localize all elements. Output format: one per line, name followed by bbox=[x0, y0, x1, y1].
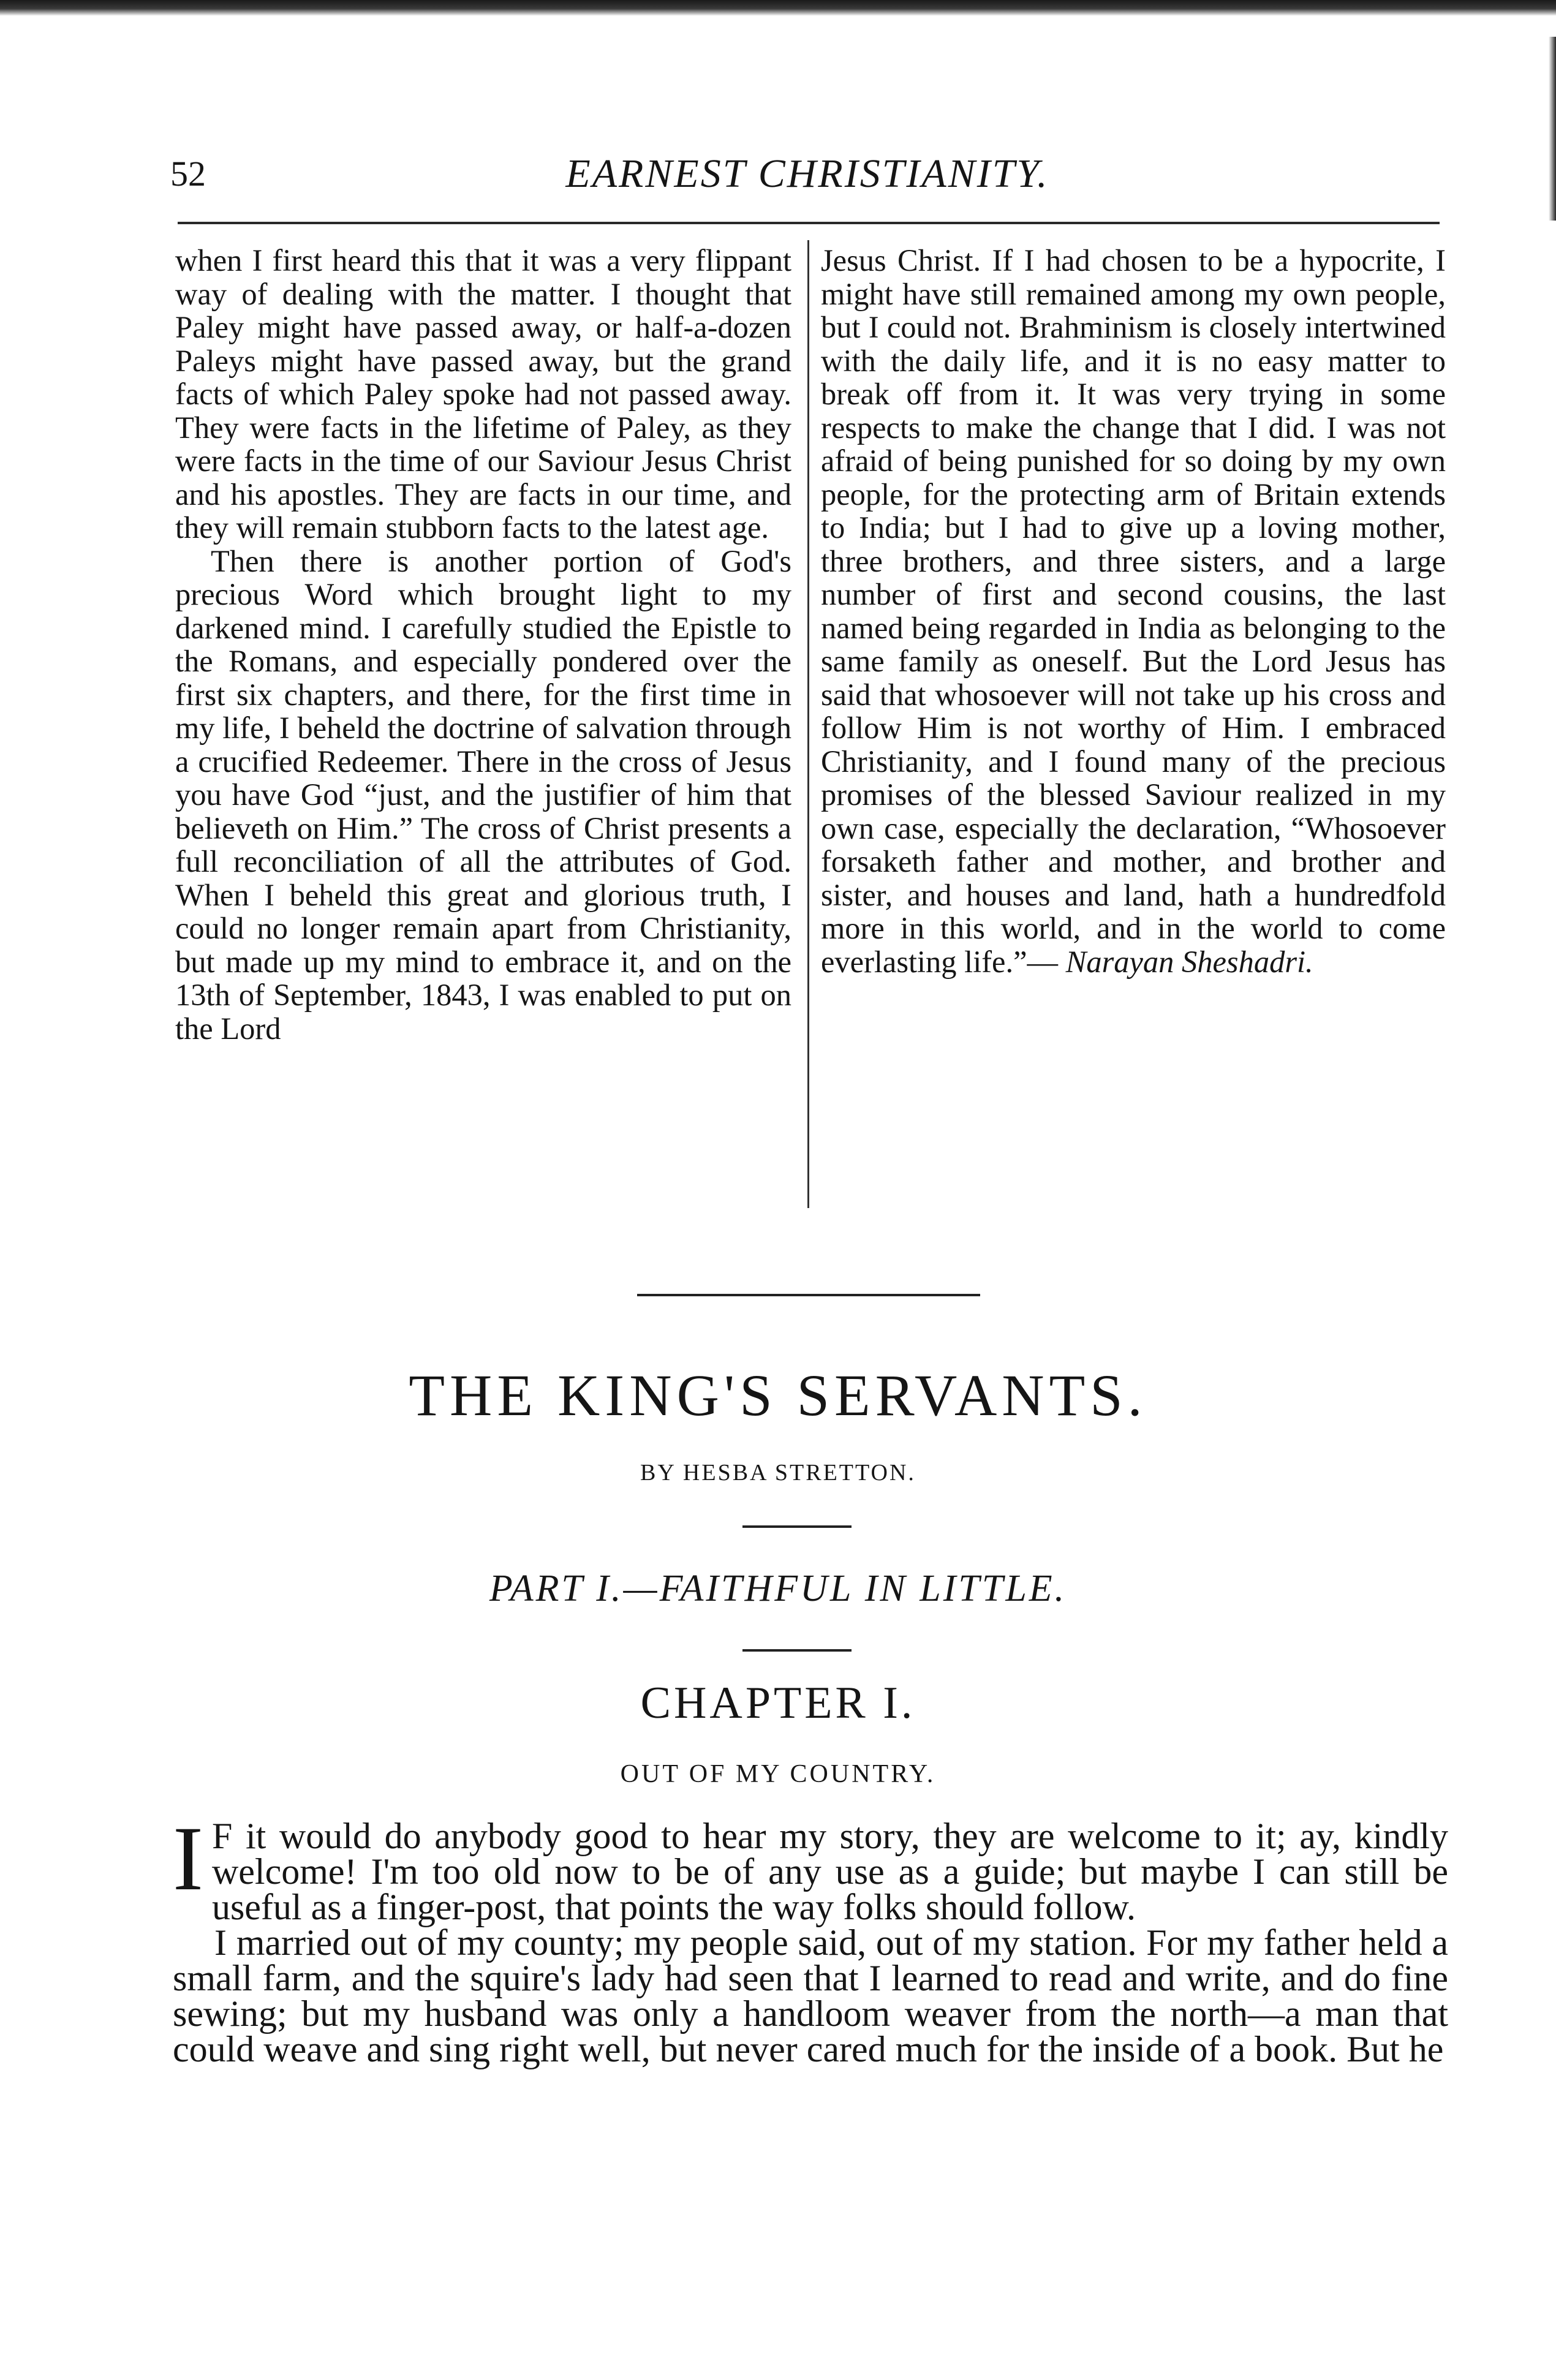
article-title: THE KING'S SERVANTS. bbox=[409, 1362, 1147, 1428]
running-head bbox=[170, 142, 1445, 197]
author-signature: Narayan Sheshadri. bbox=[1065, 944, 1313, 979]
byline: BY HESBA STRETTON. bbox=[640, 1460, 916, 1486]
header-rule bbox=[178, 222, 1440, 224]
right-paragraph bbox=[821, 244, 1446, 978]
story-paragraph-1 bbox=[173, 1808, 1448, 1927]
part-title: PART I.—FAITHFUL IN LITTLE. bbox=[489, 1568, 1067, 1609]
chapter-title: CHAPTER I. bbox=[640, 1678, 916, 1728]
scan-top-edge bbox=[0, 0, 1556, 16]
section-divider bbox=[637, 1294, 980, 1296]
column-divider bbox=[807, 240, 809, 1208]
short-rule-bottom bbox=[742, 1649, 852, 1652]
drop-cap: I bbox=[173, 1808, 203, 1910]
journal-title: EARNEST CHRISTIANITY. bbox=[565, 151, 1049, 196]
story-paragraph-1-text: F it would do anybody good to hear my story, they are welcome to it; ay, kindly welcome! I'm too old now to be of any use as a guide; but maybe I can still be useful as a finger-post, that points the way folks should follow. bbox=[211, 1816, 1448, 1927]
chapter-subtitle: OUT OF MY COUNTRY. bbox=[620, 1760, 936, 1788]
right-column bbox=[816, 244, 1446, 1249]
page-number: 52 bbox=[170, 154, 206, 194]
short-rule-top bbox=[742, 1525, 852, 1528]
scan-right-edge bbox=[1549, 37, 1556, 221]
left-column bbox=[175, 244, 800, 1249]
left-paragraph-2: Then there is another portion of God's precious Word which brought light to my darkened mind. I carefully studied the Epistle to the Romans, and especially pondered over the first six chapters, and there, for the first time in my life, I beheld the doctrine of salvation through a crucified Redeemer. There in the cross of Jesus you have God “just, and the justifier of him that believeth on Him.” The cross of Christ presents a full reconciliation of all the attributes of God. When I beheld this great and glorious truth, I could no longer remain apart from Christianity, but made up my mind to embrace it, and on the 13th of September, 1843, I was enabled to put on the Lord bbox=[175, 543, 791, 1046]
left-paragraph-1: when I first heard this that it was a very flippant way of dealing with the matter. I thought that Paley might have passed away, or half-a-dozen Paleys might have passed away, but the grand facts of which Paley spoke had not passed away. They were facts in the lifetime of Paley, as they were facts in the time of our Saviour Jesus Christ and his apostles. They are facts in our time, and they will remain stubborn facts to the latest age. bbox=[175, 243, 791, 545]
story-paragraph-2: I married out of my county; my people said, out of my station. For my father held a small farm, and the squire's lady had seen that I learned to read and write, and do fine sewing; but my husband was only a handloom weaver from the north—a man that could weave and sing right well, but never cared much for the inside of a book. But he bbox=[173, 1922, 1448, 2069]
right-paragraph-text: Jesus Christ. If I had chosen to be a hypocrite, I might have still remained among my own people, but I could not. Brahminism is closely intertwined with the daily life, and it is no easy matter to break off from it. It was very trying in some respects to make the change that I did. I was not afraid of being punished for so doing by my own people, for the protecting arm of Britain extends to India; but I had to give up a loving mother, three brothers, and three sisters, and a large number of first and second cousins, the last named being regarded in India as belonging to the same family as oneself. But the Lord Jesus has said that whosoever will not take up his cross and follow Him is not worthy of Him. I embraced Christianity, and I found many of the precious promises of the blessed Saviour realized in my own case, especially the declaration, “Whosoever forsaketh father and mother, and brother and sister, and houses and land, hath a hundredfold more in this world, and in the world to come everlasting life.”— bbox=[821, 243, 1446, 979]
story-body bbox=[173, 1808, 1448, 2069]
